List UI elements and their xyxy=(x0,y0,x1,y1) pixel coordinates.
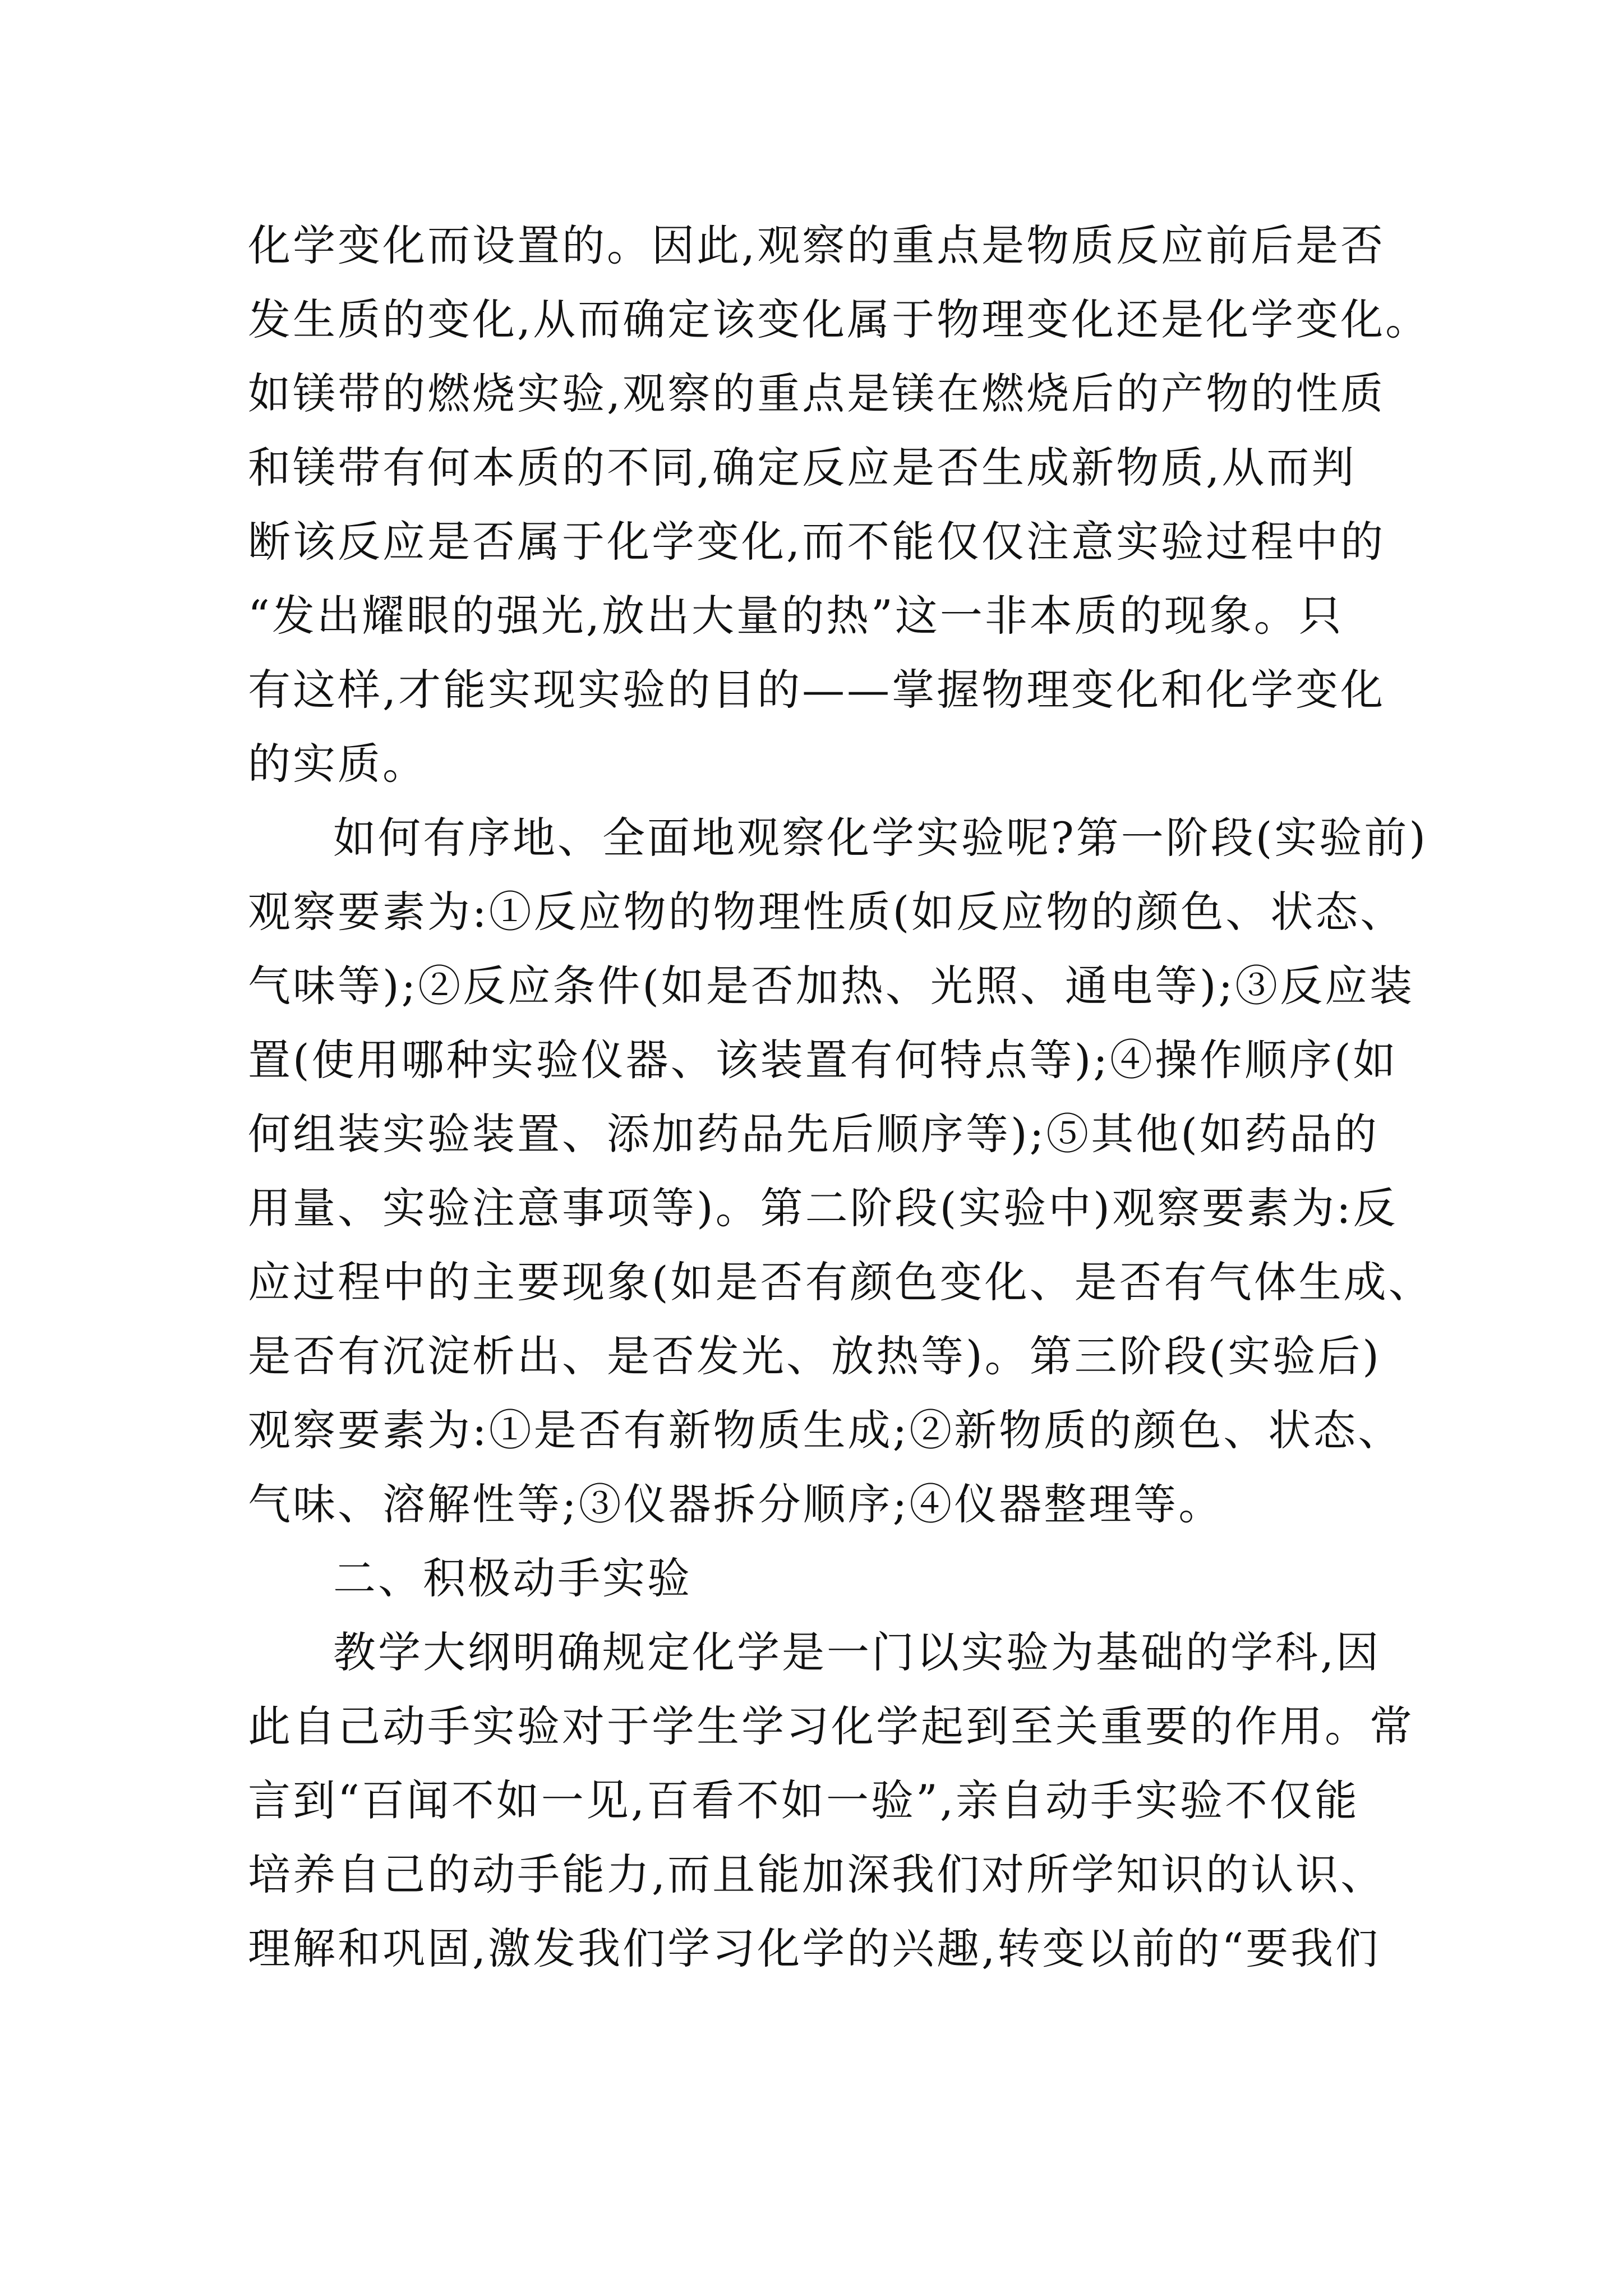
text-line: 如镁带的燃烧实验,观察的重点是镁在燃烧后的产物的性质 xyxy=(248,369,1386,418)
text-line: 气味、溶解性等;③仪器拆分顺序;④仪器整理等。 xyxy=(248,1479,1224,1529)
text-line: 的实质。 xyxy=(248,739,427,789)
text-line: 理解和巩固,激发我们学习化学的兴趣,转变以前的“要我们 xyxy=(248,1924,1381,1973)
text-line: 观察要素为:①反应物的物理性质(如反应物的颜色、状态、 xyxy=(248,887,1405,937)
text-line: 发生质的变化,从而确定该变化属于物理变化还是化学变化。 xyxy=(248,295,1431,344)
text-line: 何组装实验装置、添加药品先后顺序等);⑤其他(如药品的 xyxy=(248,1109,1379,1159)
text-line: 置(使用哪种实验仪器、该装置有何特点等);④操作顺序(如 xyxy=(248,1035,1398,1085)
text-line: “发出耀眼的强光,放出大量的热”这一非本质的现象。只 xyxy=(248,591,1344,641)
text-line: 言到“百闻不如一见,百看不如一验”,亲自动手实验不仅能 xyxy=(248,1775,1360,1825)
section-heading: 二、积极动手实验 xyxy=(333,1553,692,1603)
text-line: 培养自己的动手能力,而且能加深我们对所学知识的认识、 xyxy=(248,1849,1386,1899)
text-line: 此自己动手实验对于学生学习化学起到至关重要的作用。常 xyxy=(248,1701,1414,1751)
text-line: 断该反应是否属于化学变化,而不能仅仅注意实验过程中的 xyxy=(248,517,1386,567)
text-line: 和镁带有何本质的不同,确定反应是否生成新物质,从而判 xyxy=(248,443,1357,493)
text-line: 是否有沉淀析出、是否发光、放热等)。第三阶段(实验后) xyxy=(248,1331,1381,1381)
text-line: 应过程中的主要现象(如是否有颜色变化、是否有气体生成、 xyxy=(248,1257,1433,1307)
text-line: 用量、实验注意事项等)。第二阶段(实验中)观察要素为:反 xyxy=(248,1183,1398,1233)
text-line: 气味等);②反应条件(如是否加热、光照、通电等);③反应装 xyxy=(248,961,1415,1011)
text-line: 观察要素为:①是否有新物质生成;②新物质的颜色、状态、 xyxy=(248,1405,1403,1455)
text-line: 如何有序地、全面地观察化学实验呢?第一阶段(实验前) xyxy=(333,813,1428,863)
text-line: 教学大纲明确规定化学是一门以实验为基础的学科,因 xyxy=(333,1627,1381,1677)
text-line: 有这样,才能实现实验的目的——掌握物理变化和化学变化 xyxy=(248,665,1386,715)
text-line: 化学变化而设置的。因此,观察的重点是物质反应前后是否 xyxy=(248,220,1386,270)
